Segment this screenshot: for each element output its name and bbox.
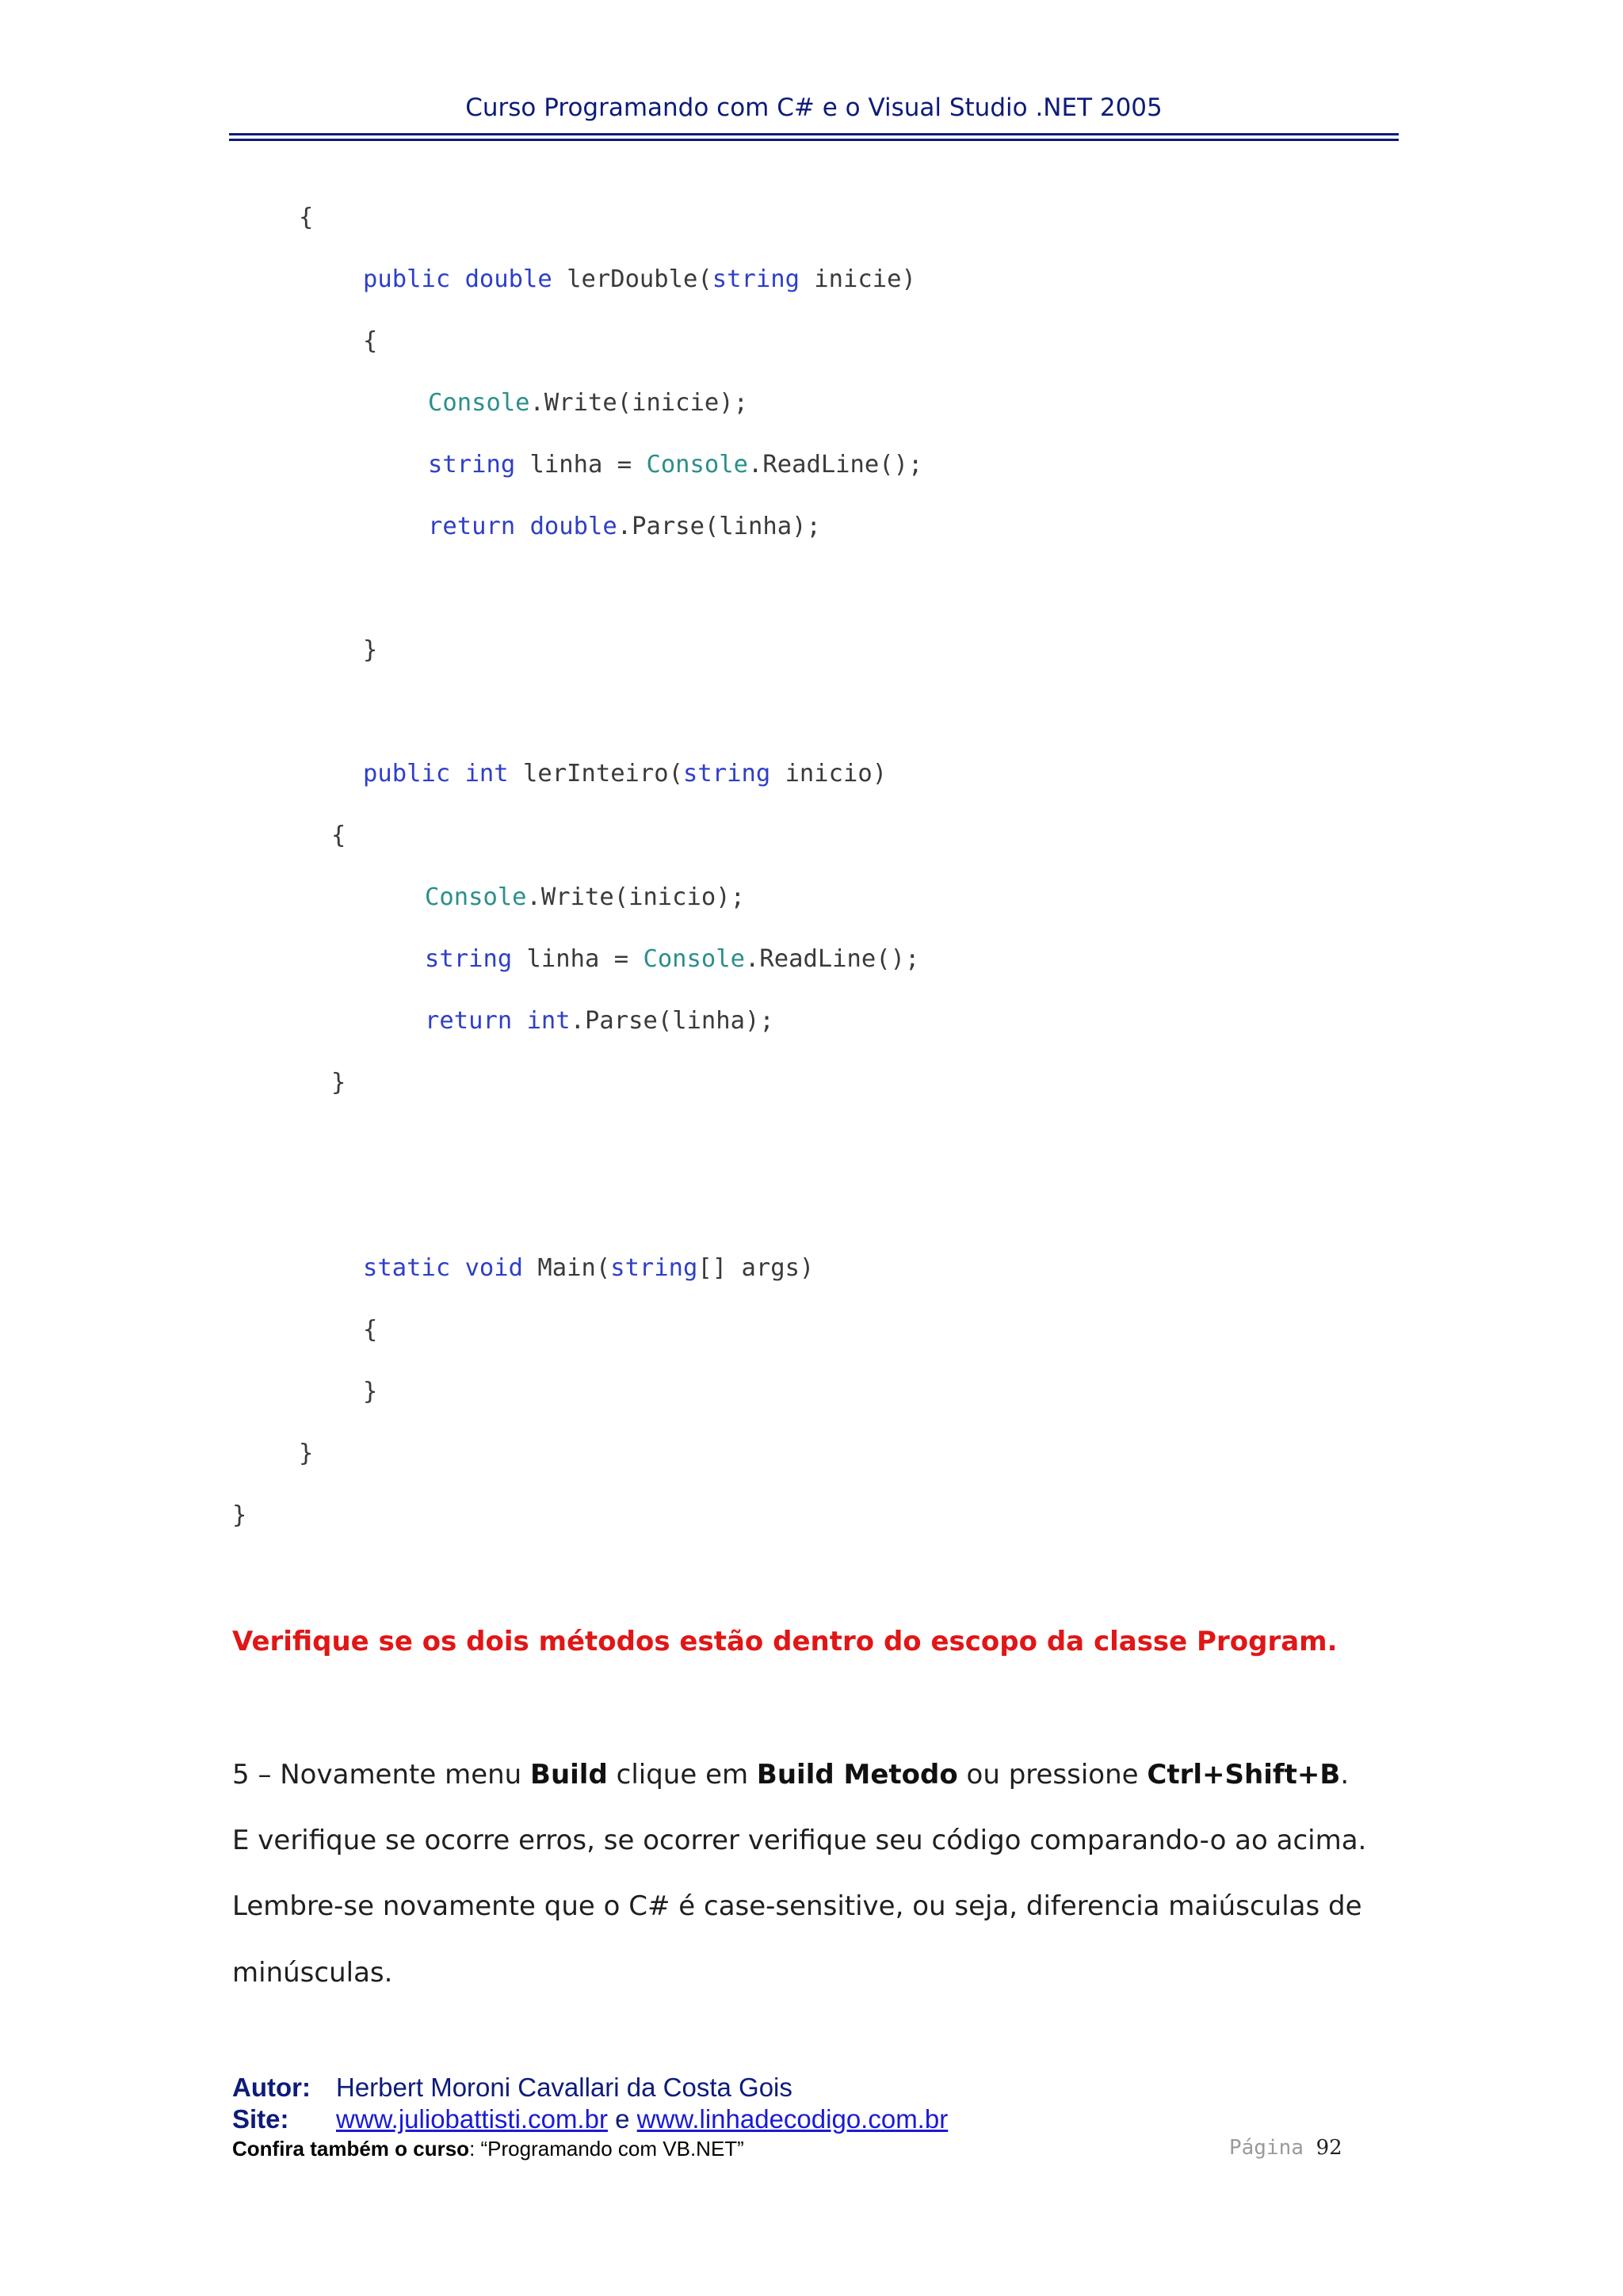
code-line: { [331,822,346,849]
site-link-juliobattisti[interactable]: www.juliobattisti.com.br [336,2104,608,2134]
code-line: string linha = Console.ReadLine(); [428,451,923,479]
header-divider-top [229,133,1399,135]
code-line: string linha = Console.ReadLine(); [425,945,920,973]
code-line: Console.Write(inicie); [428,389,748,417]
warning-note: Verifique se os dois métodos estão dentro do escopo da classe Program. [232,1626,1338,1657]
page-number: Página 92 [1229,2136,1342,2160]
instruction-line-4: minúsculas. [232,1957,393,1989]
code-line: { [299,204,314,231]
instruction-line-1: 5 – Novamente menu Build clique em Build Metodo ou pressione Ctrl+Shift+B. [232,1759,1350,1791]
header-divider-bottom [229,139,1399,141]
code-line: } [363,636,378,664]
instruction-line-3: Lembre-se novamente que o C# é case-sensitive, ou seja, diferencia maiúsculas de [232,1890,1362,1922]
code-line: Console.Write(inicio); [425,883,745,911]
footer-site-label: Site: [232,2104,289,2134]
code-line: } [331,1069,346,1097]
instruction-line-2: E verifique se ocorre erros, se ocorrer verifique seu código comparando-o ao acima. [232,1825,1367,1856]
code-line: return int.Parse(linha); [425,1007,774,1035]
footer-author-label: Autor: [232,2073,311,2102]
code-line: } [299,1440,314,1467]
footer-author-name: Herbert Moroni Cavallari da Costa Gois [336,2073,792,2102]
footer-site-links: www.juliobattisti.com.br e www.linhadecodigo.com.br [336,2104,949,2134]
page-header-title: Curso Programando com C# e o Visual Studio .NET 2005 [465,93,1163,122]
code-line: return double.Parse(linha); [428,513,821,540]
code-line: public int lerInteiro(string inicio) [363,760,888,788]
code-line: public double lerDouble(string inicie) [363,265,916,293]
code-line: { [363,1316,378,1344]
site-link-linhadecodigo[interactable]: www.linhadecodigo.com.br [636,2104,949,2134]
code-line: } [363,1378,378,1405]
code-line: static void Main(string[] args) [363,1254,815,1282]
code-line: } [232,1501,247,1529]
footer-course-note: Confira também o curso: “Programando com VB.NET” [232,2137,744,2161]
code-line: { [363,327,378,355]
